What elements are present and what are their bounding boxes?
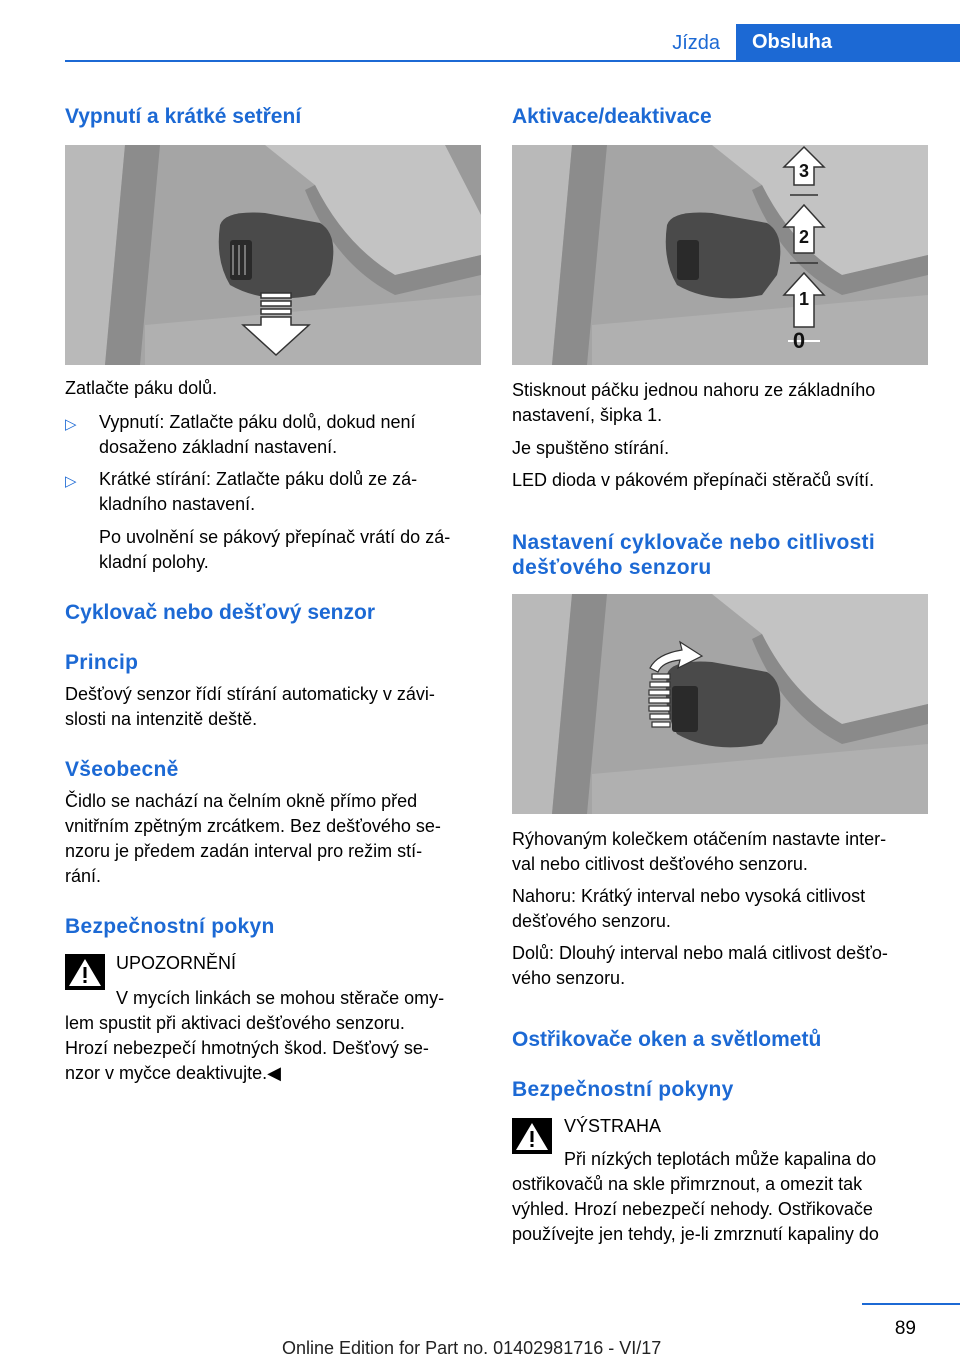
fig-label-3: 3	[798, 161, 810, 181]
text-vseob-4: rání.	[65, 866, 102, 886]
figure-lever-down	[65, 145, 481, 365]
warning-icon	[65, 954, 105, 990]
text-nast-3: Nahoru: Krátký interval nebo vysoká citlivost	[512, 886, 866, 906]
tab-obsluha[interactable]: Obsluha	[736, 24, 960, 61]
heading-nastaveni-2: dešťového senzoru	[512, 556, 712, 579]
bullet-triangle-icon: ▷	[65, 473, 77, 490]
warn-r-text-2: ostřikovačů na skle přimrznout, a omezit tak	[512, 1174, 863, 1194]
text-nast-4: dešťového senzoru.	[512, 911, 671, 931]
fig-label-0: 0	[792, 328, 806, 353]
bullet-vypnuti-line2: dosaženo základní nastavení.	[99, 437, 338, 457]
text-akt-2: nastavení, šipka 1.	[512, 405, 663, 425]
bullet-kratke-sub1: Po uvolnění se pákový přepínač vrátí do zá‐	[99, 527, 451, 547]
heading-vseobecne: Všeobecně	[65, 758, 179, 781]
heading-aktivace: Aktivace/deaktivace	[512, 105, 712, 128]
figure-thumbwheel	[512, 594, 928, 814]
heading-ostrikovace: Ostřikovače oken a světlometů	[512, 1028, 822, 1051]
text-nast-2: val nebo citlivost dešťového senzoru.	[512, 854, 808, 874]
text-nast-6: vého senzoru.	[512, 968, 626, 988]
tab-jizda[interactable]: Jízda	[672, 32, 720, 54]
header-rule	[65, 60, 960, 62]
figure-lever-positions	[512, 145, 928, 365]
warn-text-4: nzor v myčce deaktivujte.◀	[65, 1063, 281, 1083]
warn-r-text-1: Při nízkých teplotách může kapalina do	[564, 1149, 877, 1169]
text-vseob-1: Čidlo se nachází na čelním okně přímo před	[65, 791, 418, 811]
text-akt-4: LED dioda v pákovém přepínači stěračů svítí.	[512, 470, 875, 490]
heading-cyklovac: Cyklovač nebo dešťový senzor	[65, 601, 376, 624]
warn-r-text-4: používejte jen tehdy, je-li zmrznutí kapaliny do	[512, 1224, 879, 1244]
warn-text-3: Hrozí nebezpečí hmotných škod. Dešťový se‐	[65, 1038, 429, 1058]
text-princip-1: Dešťový senzor řídí stírání automaticky v závi‐	[65, 684, 435, 704]
warn-title-vystraha: VÝSTRAHA	[564, 1116, 662, 1136]
text-zatlacte: Zatlačte páku dolů.	[65, 378, 218, 398]
text-nast-5: Dolů: Dlouhý interval nebo malá citlivost dešťo‐	[512, 943, 888, 963]
bullet-kratke-line2: kladního nastavení.	[99, 494, 256, 514]
warning-icon	[512, 1118, 552, 1154]
bullet-triangle-icon: ▷	[65, 416, 77, 433]
heading-bezpecnostni-pokyny: Bezpečnostní pokyny	[512, 1078, 734, 1101]
bullet-vypnuti-line1: Vypnutí: Zatlačte páku dolů, dokud není	[99, 412, 416, 432]
heading-nastaveni-1: Nastavení cyklovače nebo citlivosti	[512, 531, 875, 554]
bullet-kratke-line1: Krátké stírání: Zatlačte páku dolů ze zá‐	[99, 469, 418, 489]
warn-r-text-3: výhled. Hrozí nebezpečí nehody. Ostřikovače	[512, 1199, 873, 1219]
page-number: 89	[894, 1318, 916, 1339]
text-princip-2: slosti na intenzitě deště.	[65, 709, 258, 729]
warn-text-2: lem spustit při aktivaci dešťového senzoru.	[65, 1013, 405, 1033]
warn-text-1: V mycích linkách se mohou stěrače omy‐	[116, 988, 445, 1008]
footer-edition: Online Edition for Part no. 01402981716 - VI/17	[282, 1338, 662, 1358]
bullet-kratke-sub2: kladní polohy.	[99, 552, 209, 572]
footer-rule	[862, 1303, 960, 1305]
heading-vypnuti: Vypnutí a krátké setření	[65, 105, 302, 128]
text-akt-3: Je spuštěno stírání.	[512, 438, 670, 458]
text-vseob-3: nzoru je předem zadán interval pro režim stí‐	[65, 841, 423, 861]
text-vseob-2: vnitřním zpětným zrcátkem. Bez dešťového se‐	[65, 816, 441, 836]
text-nast-1: Rýhovaným kolečkem otáčením nastavte inter‐	[512, 829, 887, 849]
heading-bezpecnostni-pokyn: Bezpečnostní pokyn	[65, 915, 275, 938]
heading-princip: Princip	[65, 651, 139, 674]
text-akt-1: Stisknout páčku jednou nahoru ze základního	[512, 380, 876, 400]
warn-title-upozorneni: UPOZORNĚNÍ	[116, 953, 237, 973]
fig-label-1: 1	[798, 289, 810, 309]
fig-label-2: 2	[798, 227, 810, 247]
